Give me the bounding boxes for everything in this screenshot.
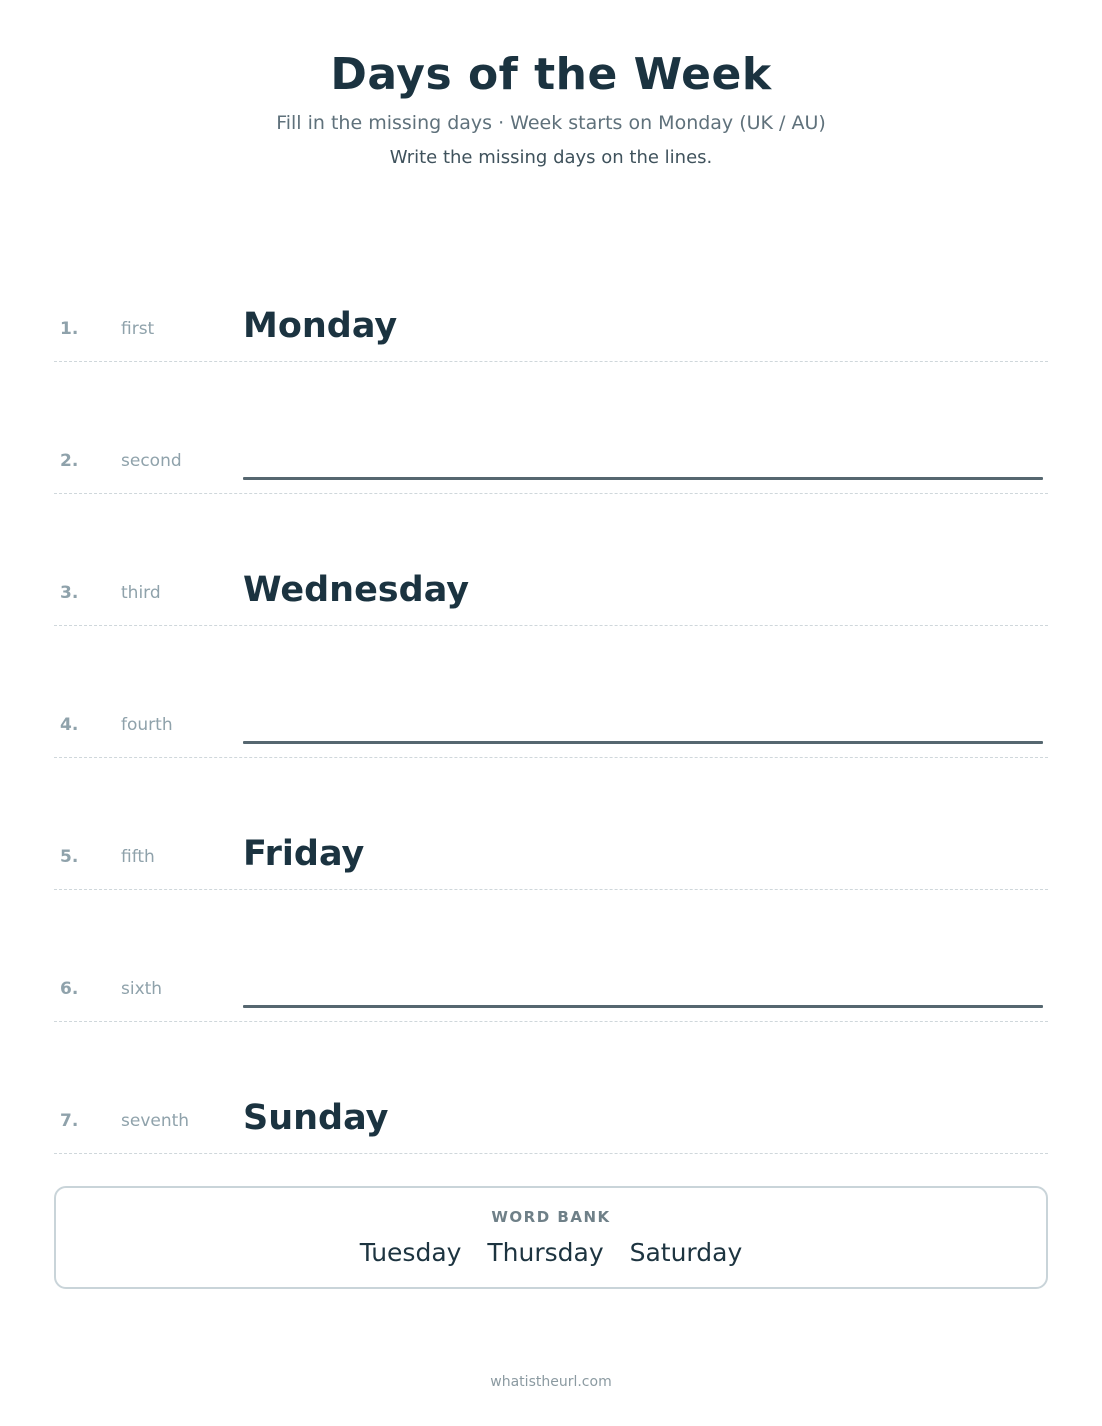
day-name: Sunday [243, 1098, 389, 1138]
row-ordinal: fifth [121, 847, 155, 867]
page-subtitle: Fill in the missing days · Week starts on Monday (UK / AU) [276, 112, 826, 134]
word-bank-word: Thursday [487, 1238, 604, 1267]
row-ordinal: fourth [121, 715, 173, 735]
row-ordinal: second [121, 451, 182, 471]
day-name: Friday [243, 834, 365, 874]
day-row [54, 626, 1048, 758]
answer-line[interactable] [243, 477, 1043, 480]
row-number: 5. [60, 847, 79, 867]
row-ordinal: third [121, 583, 161, 603]
word-bank-label: WORD BANK [491, 1208, 611, 1226]
row-ordinal: seventh [121, 1111, 190, 1131]
word-bank [54, 1186, 1048, 1289]
day-row [54, 362, 1048, 494]
page-title: Days of the Week [330, 49, 772, 100]
word-bank-word: Saturday [629, 1238, 743, 1267]
day-row [54, 494, 1048, 626]
instructions-text: Write the missing days on the lines. [389, 147, 713, 168]
row-number: 1. [60, 319, 79, 339]
day-row [54, 758, 1048, 890]
word-bank-word: Tuesday [359, 1238, 462, 1267]
day-name: Monday [243, 306, 398, 346]
row-number: 7. [60, 1111, 79, 1131]
row-number: 3. [60, 583, 79, 603]
answer-line[interactable] [243, 741, 1043, 744]
days-list [54, 230, 1048, 1154]
row-number: 6. [60, 979, 79, 999]
day-name: Wednesday [243, 570, 470, 610]
footer-url: whatistheurl.com [490, 1374, 612, 1390]
day-row [54, 230, 1048, 362]
row-ordinal: first [121, 319, 155, 339]
word-bank-words [56, 1237, 1046, 1269]
row-number: 4. [60, 715, 79, 735]
row-ordinal: sixth [121, 979, 163, 999]
worksheet-header [0, 48, 1102, 170]
day-row [54, 1022, 1048, 1154]
row-number: 2. [60, 451, 79, 471]
answer-line[interactable] [243, 1005, 1043, 1008]
day-row [54, 890, 1048, 1022]
